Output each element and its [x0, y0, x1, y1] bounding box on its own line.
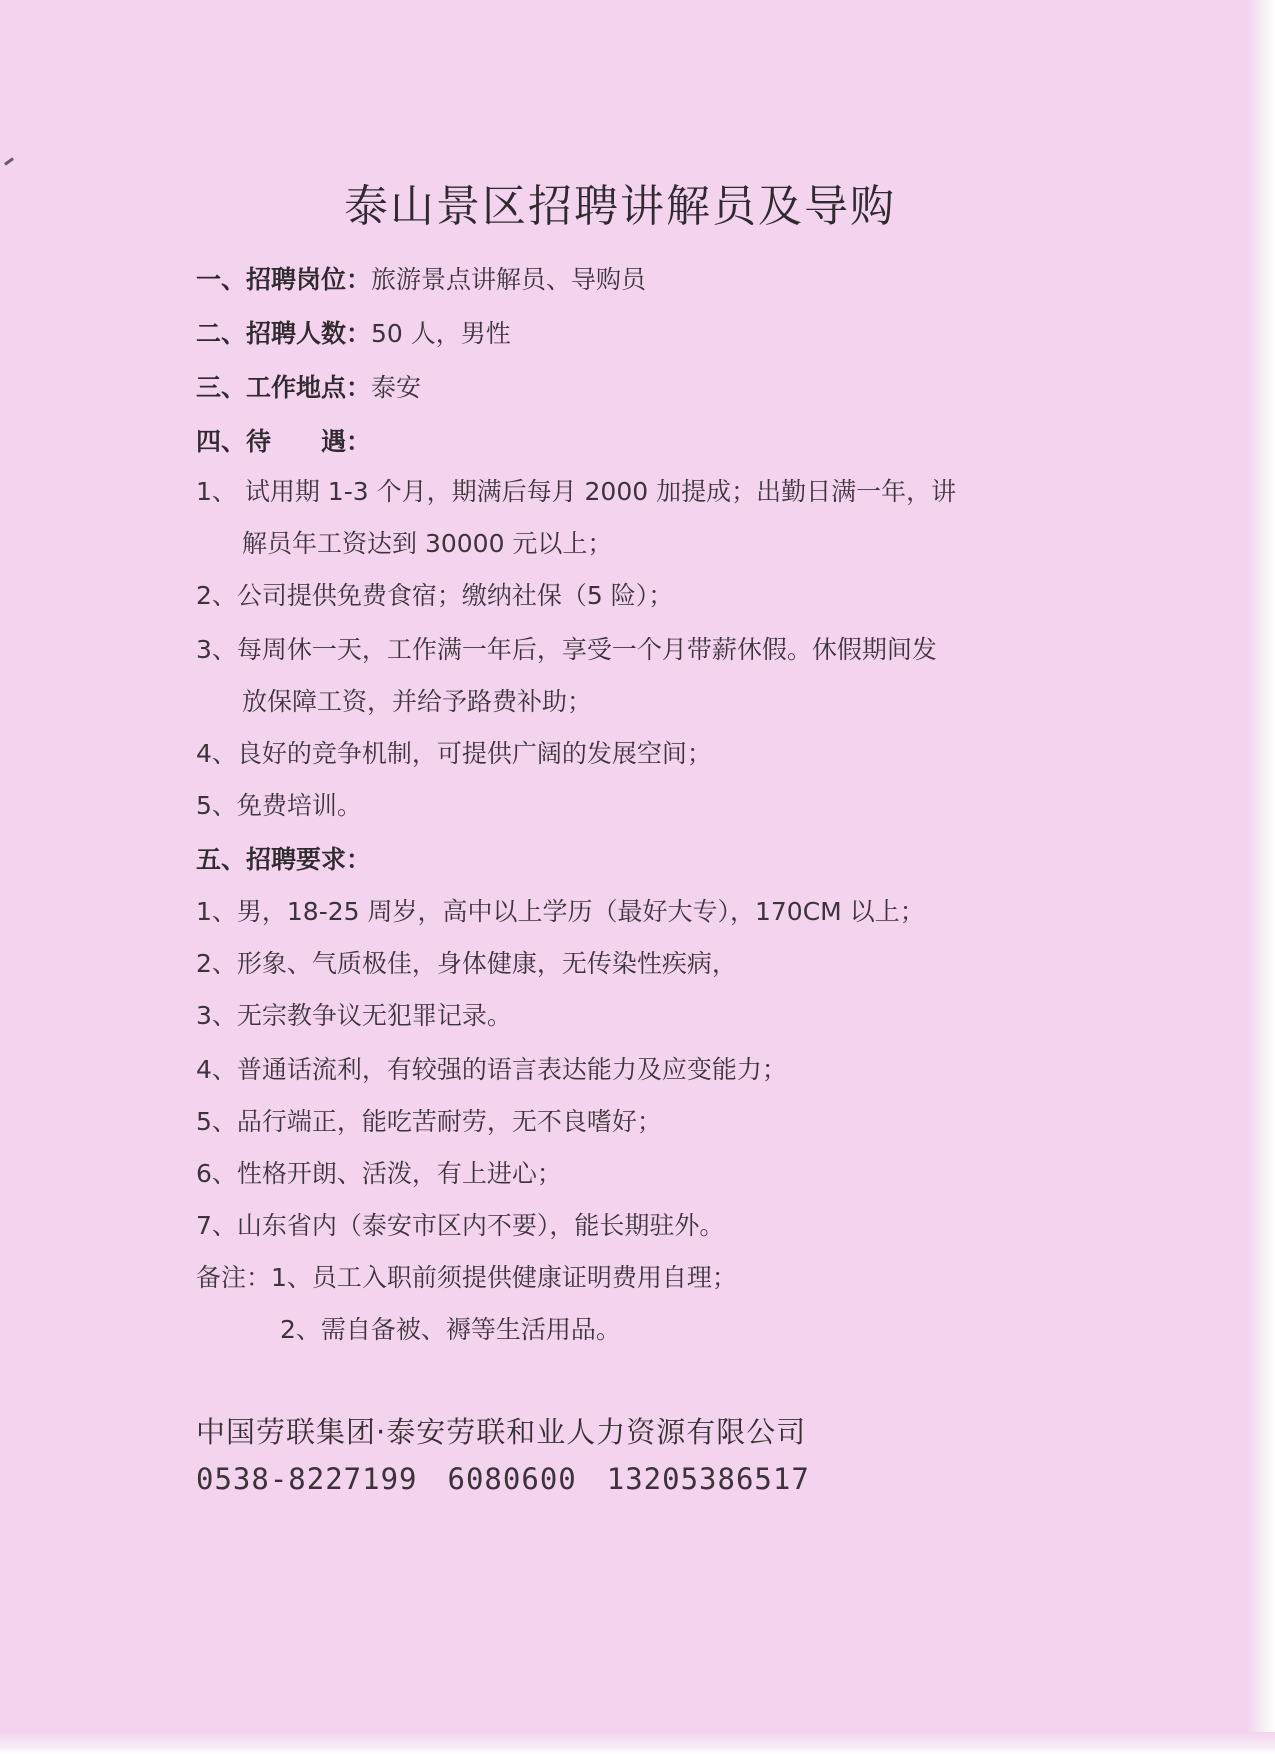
phone-number: 0538-8227199 — [196, 1462, 418, 1496]
benefit-item-continued: 解员年工资达到 30000 元以上； — [242, 529, 613, 558]
requirement-item: 3、无宗教争议无犯罪记录。 — [196, 1001, 512, 1030]
company-name: 中国劳联集团·泰安劳联和业人力资源有限公司 — [196, 1415, 807, 1449]
location-label: 三、工作地点： — [196, 373, 372, 402]
requirement-item: 2、形象、气质极佳，身体健康，无传染性疾病， — [196, 949, 737, 978]
note-item: 2、需自备被、褥等生活用品。 — [280, 1315, 621, 1344]
count-label: 二、招聘人数： — [196, 319, 372, 348]
note-item: 备注：1、员工入职前须提供健康证明费用自理； — [196, 1263, 737, 1292]
benefit-item: 5、免费培训。 — [196, 791, 362, 820]
phone-number: 6080600 — [447, 1462, 577, 1496]
scan-edge-bottom — [0, 1732, 1275, 1754]
location-line — [196, 372, 421, 404]
requirements-label: 五、招聘要求： — [196, 845, 372, 874]
requirements-heading — [196, 844, 371, 876]
benefits-label: 四、待 遇： — [196, 427, 372, 456]
benefits-heading — [196, 426, 371, 458]
page-title: 泰山景区招聘讲解员及导购 — [344, 181, 896, 232]
count-line — [196, 318, 511, 350]
post-value: 旅游景点讲解员、导购员 — [371, 265, 647, 294]
requirement-item: 7、山东省内（泰安市区内不要），能长期驻外。 — [196, 1211, 725, 1240]
phone-number: 13205386517 — [606, 1462, 810, 1496]
post-label: 一、招聘岗位： — [196, 265, 372, 294]
benefit-item: 3、每周休一天，工作满一年后，享受一个月带薪休假。休假期间发 — [196, 635, 937, 664]
requirement-item: 1、男，18-25 周岁，高中以上学历（最好大专），170CM 以上； — [196, 897, 925, 926]
benefit-item: 2、公司提供免费食宿；缴纳社保（5 险）； — [196, 581, 674, 610]
requirement-item: 4、普通话流利，有较强的语言表达能力及应变能力； — [196, 1055, 787, 1084]
benefit-item: 4、良好的竞争机制，可提供广阔的发展空间； — [196, 739, 712, 768]
scan-edge-right — [1247, 0, 1275, 1754]
requirement-item: 5、品行端正，能吃苦耐劳，无不良嗜好； — [196, 1107, 662, 1136]
requirement-item: 6、性格开朗、活泼，有上进心； — [196, 1159, 562, 1188]
count-value: 50 人，男性 — [371, 319, 511, 348]
phone-numbers — [196, 1462, 840, 1496]
benefit-item: 1、 试用期 1-3 个月，期满后每月 2000 加提成；出勤日满一年，讲 — [196, 477, 957, 506]
post-line — [196, 264, 646, 296]
location-value: 泰安 — [371, 373, 422, 402]
scan-mark — [4, 157, 14, 165]
benefit-item-continued: 放保障工资，并给予路费补助； — [242, 687, 593, 716]
